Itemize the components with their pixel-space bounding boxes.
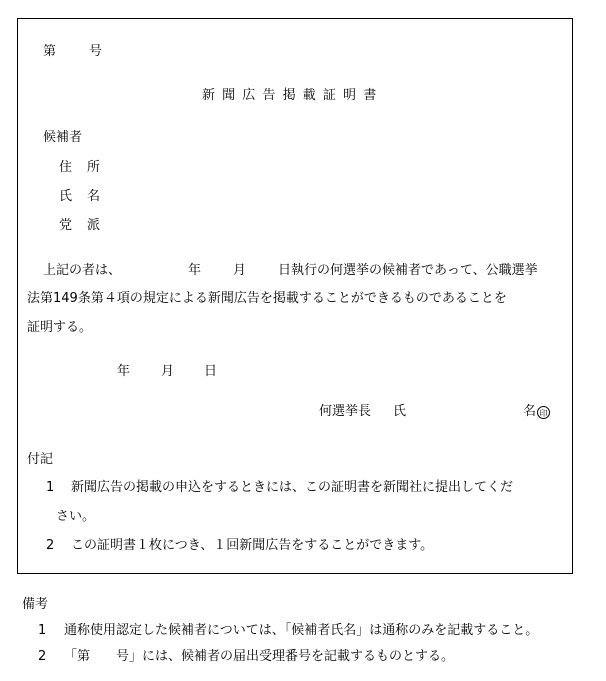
- remark-2-number: 2: [38, 649, 47, 664]
- note-1-line2: さい。: [56, 509, 96, 524]
- note-2-text: この証明書１枚につき、１回新聞広告をすることができます。: [71, 538, 434, 553]
- body-month: 月: [233, 263, 247, 278]
- seal-mark: 印: [537, 406, 550, 419]
- body-line2: 法第149条第４項の規定による新聞広告を掲載することができるものであることを: [27, 291, 507, 306]
- remarks-heading: 備考: [22, 597, 49, 612]
- date-year: 年: [117, 364, 131, 379]
- date-day: 日: [204, 364, 218, 379]
- notes-heading: 付記: [27, 452, 54, 467]
- remark-2-text: 「第 号」には、候補者の届出受理番号を記載するものとする。: [64, 649, 455, 664]
- remark-1-number: 1: [38, 623, 47, 638]
- body-line1-prefix: 上記の者は、: [43, 263, 122, 278]
- body-year: 年: [188, 263, 202, 278]
- signature-name: 名 印: [523, 405, 550, 419]
- address-label-2: 所: [87, 160, 101, 175]
- note-1-line1: 新聞広告の掲載の申込をするときには、この証明書を新聞社に提出してくだ: [71, 480, 514, 495]
- name-label-1: 氏: [59, 189, 73, 204]
- number-label-dai: 第: [43, 44, 57, 59]
- signature-shi: 氏: [393, 404, 407, 419]
- note-1-number: 1: [46, 480, 55, 495]
- body-line1-suffix: 日執行の何選挙の候補者であって、公職選挙: [278, 263, 538, 278]
- remark-1-text: 通称使用認定した候補者については、「候補者氏名」は通称のみを記載すること。: [64, 623, 539, 638]
- address-label-1: 住: [59, 160, 73, 175]
- body-line3: 証明する。: [27, 320, 93, 335]
- signature-official: 何選挙長: [319, 404, 372, 419]
- name-label-2: 名: [87, 189, 101, 204]
- date-month: 月: [161, 364, 175, 379]
- number-label-go: 号: [89, 44, 103, 59]
- document-title: 新聞広告掲載証明書: [202, 88, 384, 103]
- party-label-2: 派: [87, 218, 101, 233]
- certificate-frame: [17, 18, 573, 574]
- note-2-number: 2: [46, 538, 55, 553]
- party-label-1: 党: [59, 218, 73, 233]
- candidate-heading: 候補者: [43, 130, 83, 145]
